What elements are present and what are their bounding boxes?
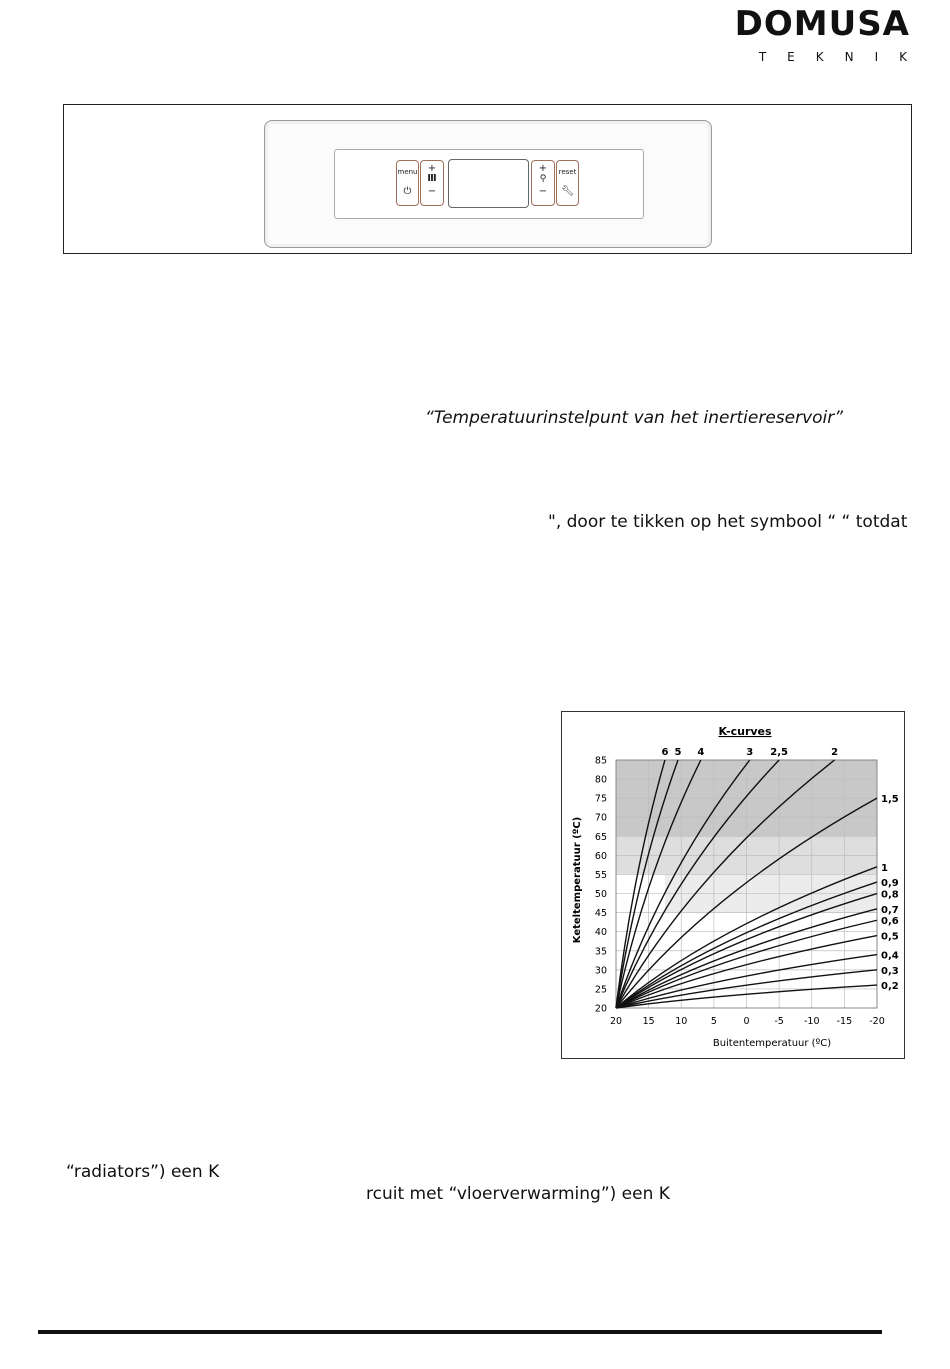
curve-label: 0,3 [881,965,899,977]
power-icon: ⏻ [403,186,412,197]
y-tick-label: 25 [594,984,607,996]
dhw-plus-label: + [538,163,548,174]
y-tick-label: 55 [594,869,607,881]
brand-logo [734,4,928,64]
curve-label: 0,5 [881,931,899,943]
heating-adjust-button[interactable] [420,160,444,206]
logo-subtitle: TEKNIK [758,50,928,64]
x-tick-label: -10 [803,1016,820,1027]
y-tick-label: 65 [594,831,607,843]
y-tick-label: 35 [594,946,607,958]
curve-label: 4 [697,747,705,758]
dhw-adjust-button[interactable] [531,160,555,206]
y-tick-label: 70 [594,812,607,824]
y-tick-label: 40 [594,927,607,939]
curve-label: 6 [661,747,669,758]
curve-label: 5 [674,747,682,758]
curve-label: 0,7 [881,904,899,916]
k-curves-svg [562,712,903,1057]
curve-label: 3 [746,747,754,758]
curve-label: 0,9 [881,878,899,890]
x-axis-label: Buitentemperatuur (ºC) [712,1038,832,1049]
tap-icon: ⚲ [539,174,547,184]
dhw-minus-label: − [538,186,548,197]
floor-heating-text: rcuit met “vloerverwarming”) een K [366,1184,670,1204]
curve-label: 0,4 [881,950,899,962]
y-tick-label: 30 [594,965,607,977]
instruction-text: ", door te tikken op het symbool “ “ totdat [548,512,908,532]
x-tick-label: -20 [869,1016,885,1027]
wrench-icon: 🔧︎ [561,186,574,197]
x-tick-label: 10 [675,1016,688,1027]
y-axis-label: Keteltemperatuur (ºC) [572,816,583,944]
y-tick-label: 50 [594,889,607,901]
x-tick-label: 0 [743,1016,750,1027]
curve-label: 0,6 [881,916,899,928]
radiators-text: “radiators”) een K [66,1162,220,1182]
setpoint-text: “Temperatuurinstelpunt van het inertiereservoir” [425,408,844,428]
curve-label: 1 [881,862,888,874]
reset-label: reset [558,168,577,176]
logo-brand: DOMUSA [734,4,910,44]
chart-title: K-curves [718,725,772,738]
y-tick-label: 45 [594,908,607,920]
x-tick-label: 5 [710,1016,717,1027]
x-tick-label: -15 [836,1016,853,1027]
y-tick-label: 20 [594,1003,607,1015]
lcd-display [448,159,529,208]
reset-button[interactable] [556,160,579,206]
curve-label: 2 [831,747,839,758]
y-tick-label: 60 [594,850,607,862]
y-tick-label: 85 [594,755,607,767]
footer-rule [38,1330,882,1334]
x-tick-label: -5 [774,1016,784,1027]
y-tick-label: 75 [594,793,607,805]
heating-plus-label: + [427,163,437,174]
curve-label: 2,5 [770,747,788,758]
curve-label: 0,8 [881,889,899,901]
curve-label: 1,5 [881,794,899,806]
x-tick-label: 20 [609,1016,623,1027]
y-tick-label: 80 [594,774,607,786]
x-tick-label: 15 [642,1016,655,1027]
heating-minus-label: − [427,186,437,197]
radiator-icon: Ⅲ [427,173,437,184]
menu-button[interactable] [396,160,419,206]
curve-label: 0,2 [881,981,899,993]
k-curves-chart [561,711,905,1059]
menu-label: menu [397,168,418,176]
